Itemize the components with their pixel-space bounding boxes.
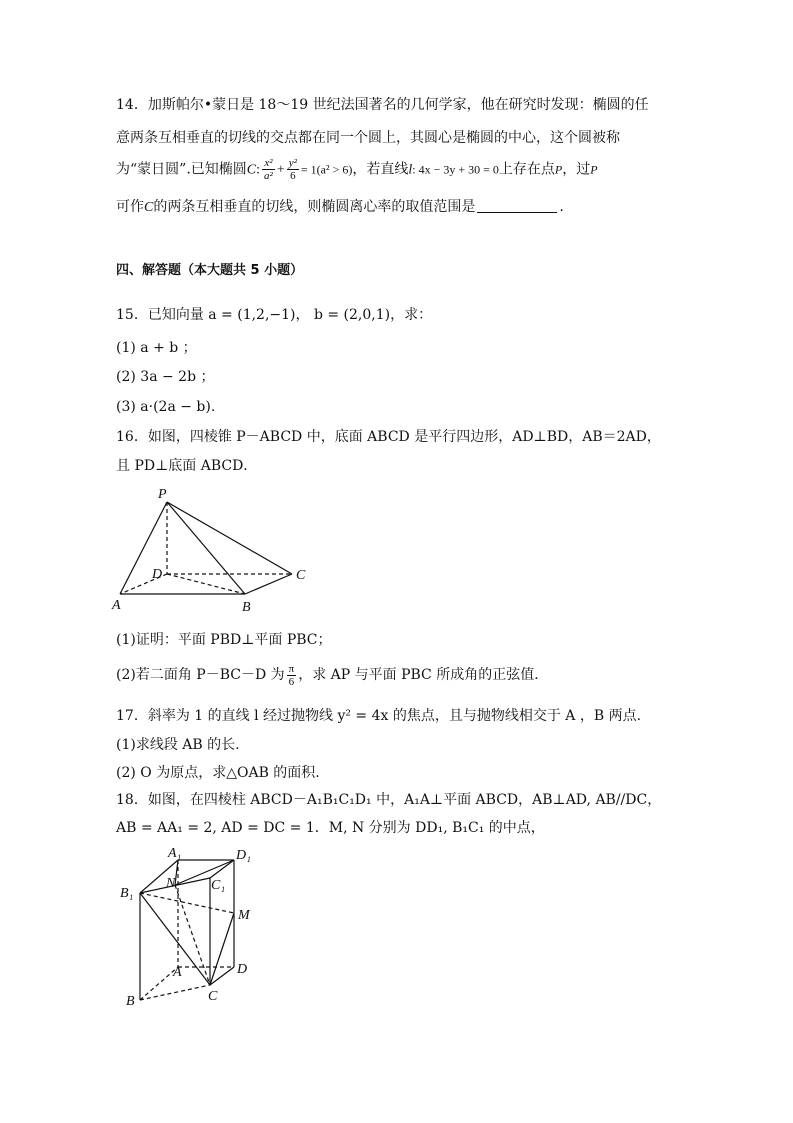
q16-part-2	[116, 662, 548, 688]
q15-part-3: (3) a·(2a − b).	[116, 399, 216, 415]
label-a: A	[112, 598, 121, 613]
q14-line-3-text-c: 上存在点	[498, 161, 555, 178]
q14-line-1: 14．加斯帕尔•蒙日是 18～19 世纪法国著名的几何学家，他在研究时发现：椭圆的任	[116, 97, 649, 113]
q14-line-4	[116, 197, 564, 218]
label-p: P	[158, 487, 167, 502]
label-b: B	[242, 600, 251, 615]
q17-part-2: (2) O 为原点，求△OAB 的面积.	[116, 765, 320, 781]
edge-b1m-hidden	[140, 893, 234, 913]
q16-part-1: (1)证明：平面 PBD⊥平面 PBC；	[116, 632, 332, 648]
q18-line-2: AB = AA₁ = 2, AD = DC = 1．M, N 分别为 DD₁, B₁C₁ 的中点，	[116, 820, 545, 836]
edge-bc-hidden	[140, 985, 210, 1000]
pyramid-figure	[110, 482, 320, 617]
q14-line-3	[116, 157, 598, 183]
edge-pb	[167, 502, 245, 594]
pi-numerator: π	[288, 662, 295, 675]
label-n: N	[166, 876, 176, 891]
q17-part-1: (1)求线段 AB 的长.	[116, 737, 240, 753]
q14-line-4-text-b: 的两条互相垂直的切线，则椭圆离心率的取值范围是	[153, 199, 476, 215]
q15-part-2: (2) 3a − 2b ；	[116, 369, 215, 385]
q18-line-1: 18．如图，在四棱柱 ABCD－A₁B₁C₁D₁ 中，A₁A⊥平面 ABCD，AB⊥AD, AB//DC，	[116, 792, 662, 808]
frac1-den: a²	[264, 170, 273, 182]
q15-part-1: (1) a + b ；	[116, 340, 197, 356]
q14-line-3-text-b: ，若直线	[352, 161, 409, 178]
q16-line-1: 16．如图，四棱锥 P－ABCD 中，底面 ABCD 是平行四边形，AD⊥BD，AB＝2AD，	[116, 429, 661, 445]
line-name: l	[408, 162, 413, 178]
point-p-2: P	[590, 162, 598, 177]
label-c-prism: C	[208, 989, 218, 1004]
edge-db-hidden	[167, 574, 245, 594]
point-p: P	[554, 162, 563, 177]
frac2-den: 6	[290, 170, 296, 182]
q14-line-3-text-d: ，过	[562, 161, 591, 178]
label-c1: C₁	[211, 878, 226, 893]
q16-line-2: 且 PD⊥底面 ABCD．	[116, 458, 258, 474]
q14-line-4-end: .	[559, 199, 564, 215]
frac1-num: x²	[262, 157, 275, 170]
ellipse-name: C	[246, 162, 257, 178]
label-m: M	[238, 908, 250, 923]
edge-cm	[210, 913, 234, 985]
label-d: D	[152, 567, 163, 582]
fraction-pi-6	[287, 663, 297, 688]
answer-blank[interactable]	[477, 198, 557, 213]
label-a: A	[173, 965, 182, 980]
plus-sign: +	[276, 162, 285, 178]
section-heading: 四、解答题（本大题共 5 小题）	[116, 263, 304, 278]
edge-bc	[245, 574, 292, 594]
fraction-y2-6	[287, 157, 299, 182]
ellipse-name-2: C	[144, 200, 154, 215]
q14-line-4-text-a: 可作	[116, 199, 144, 215]
label-c: C	[296, 568, 306, 583]
label-d1: D₁	[236, 848, 251, 863]
q16-part-2-text-a: (2)若二面角 P－BC－D 为	[116, 667, 285, 683]
colon: :	[256, 162, 260, 178]
pi-denominator: 6	[288, 675, 295, 688]
label-b-prism: B	[126, 994, 135, 1009]
q15-stem: 15．已知向量 a = (1,2,−1)， b = (2,0,1)，求：	[116, 307, 433, 323]
fraction-x2-a2	[262, 157, 275, 182]
prism-figure	[110, 845, 280, 1010]
label-b1: B₁	[120, 886, 134, 901]
q16-part-2-text-b: ，求 AP 与平面 PBC 所成角的正弦值．	[298, 667, 549, 683]
q17-line-1: 17．斜率为 1 的直线 l 经过抛物线 y² = 4x 的焦点，且与抛物线相交于 A ，B 两点.	[116, 708, 642, 724]
frac2-num: y²	[288, 157, 297, 169]
q14-line-3-text-a: 为“蒙日圆”.已知椭圆	[116, 161, 247, 178]
label-d-prism: D	[237, 962, 248, 977]
label-a1: A₁	[168, 846, 182, 861]
edge-pc	[167, 502, 292, 574]
q14-line-2: 意两条互相垂直的切线的交点都在同一个圆上，其圆心是椭圆的中心，这个圆被称	[116, 130, 620, 146]
ellipse-equation-tail: = 1(a² > 6)	[300, 162, 353, 177]
line-equation: : 4x − 3y + 30 = 0	[412, 162, 499, 177]
